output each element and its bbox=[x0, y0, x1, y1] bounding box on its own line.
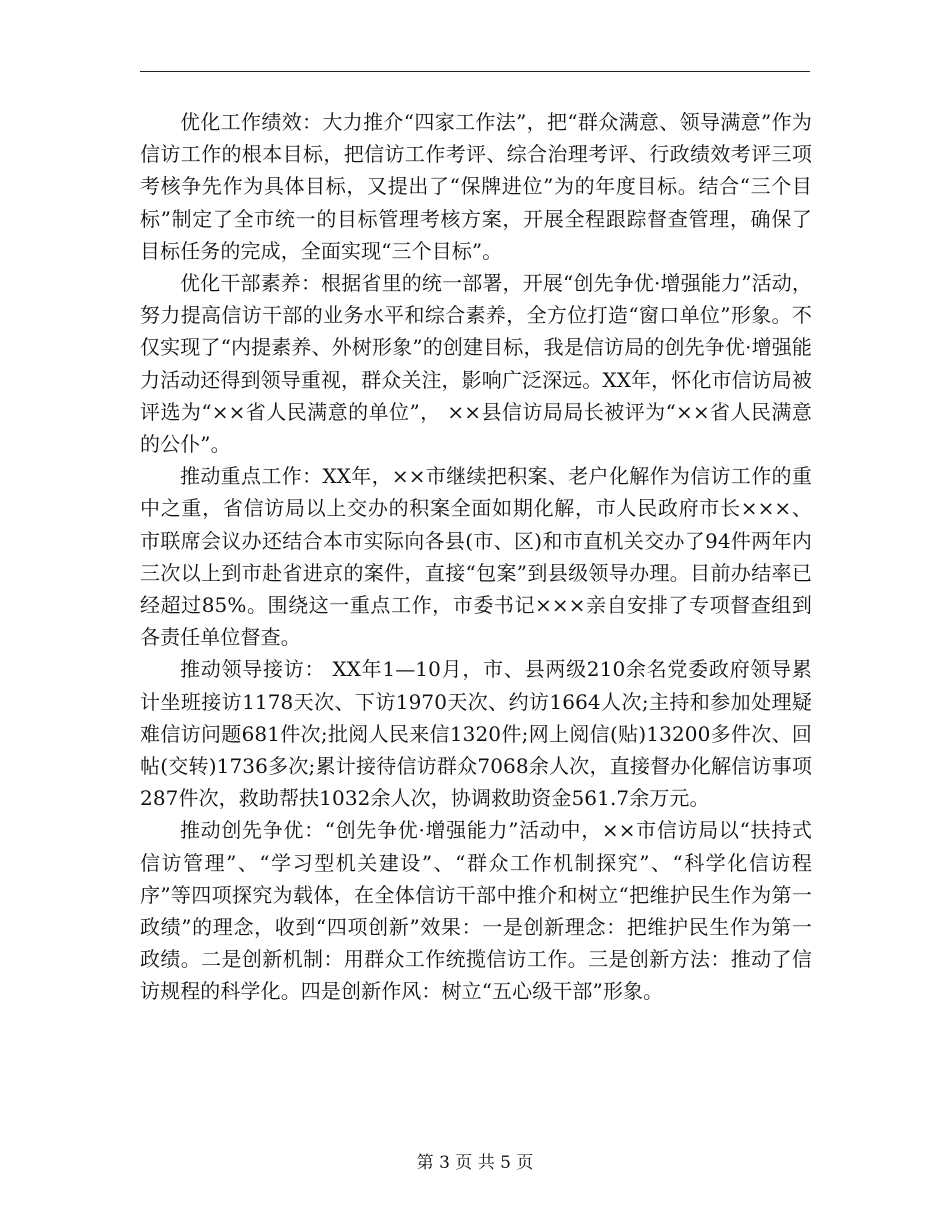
document-body bbox=[140, 106, 812, 1008]
paragraph-cadre-quality: 优化干部素养：根据省里的统一部署，开展“创先争优·增强能力”活动，努力提高信访干部的业务水平和综合素养，全方位打造“窗口单位”形象。不仅实现了“内提素养、外树形象”的创建目标，我是信访局的创先争优·增强能力活动还得到领导重视，群众关注，影响广泛深远。XX年，怀化市信访局被评选为“××省人民满意的单位”， ××县信访局局长被评为“××省人民满意的公仆”。 bbox=[140, 271, 812, 457]
paragraph-work-performance: 优化工作绩效：大力推介“四家工作法”，把“群众满意、领导满意”作为信访工作的根本目标，把信访工作考评、综合治理考评、行政绩效考评三项考核争先作为具体目标，又提出了“保牌进位”为的年度目标。结合“三个目标”制定了全市统一的目标管理考核方案，开展全程跟踪督查管理，确保了目标任务的完成，全面实现“三个目标”。 bbox=[140, 110, 812, 263]
page-number: 第 3 页 共 5 页 bbox=[416, 1153, 534, 1173]
paragraph-leader-reception: 推动领导接访： XX年1—10月，市、县两级210余名党委政府领导累计坐班接访1178天次、下访1970天次、约访1664人次;主持和参加处理疑难信访问题681件次;批阅人民来信1320件;网上阅信(贴)13200多件次、回帖(交转)1736多次;累计接待信访群众7068余人次，直接督办化解信访事项287件次，救助帮扶1032余人次，协调救助资金561.7余万元。 bbox=[140, 657, 812, 811]
paragraph-excellence-campaign: 推动创先争优：“创先争优·增强能力”活动中，××市信访局以“扶持式信访管理”、“学习型机关建设”、“群众工作机制探究”、“科学化信访程序”等四项探究为载体，在全体信访干部中推介和树立“把维护民生作为第一政绩”的理念，收到“四项创新”效果：一是创新理念：把维护民生作为第一政绩。二是创新机制：用群众工作统揽信访工作。三是创新方法：推动了信访规程的科学化。四是创新作风：树立“五心级干部”形象。 bbox=[140, 818, 812, 1004]
page-footer bbox=[0, 1151, 950, 1175]
paragraph-key-work: 推动重点工作：XX年，××市继续把积案、老户化解作为信访工作的重中之重，省信访局以上交办的积案全面如期化解，市人民政府市长×××、市联席会议办还结合本市实际向各县(市、区)和市直机关交办了94件两年内三次以上到市赴省进京的案件，直接“包案”到县级领导办理。目前办结率已经超过85%。围绕这一重点工作，市委书记×××亲自安排了专项督查组到各责任单位督查。 bbox=[140, 464, 812, 650]
header-rule bbox=[140, 71, 810, 72]
